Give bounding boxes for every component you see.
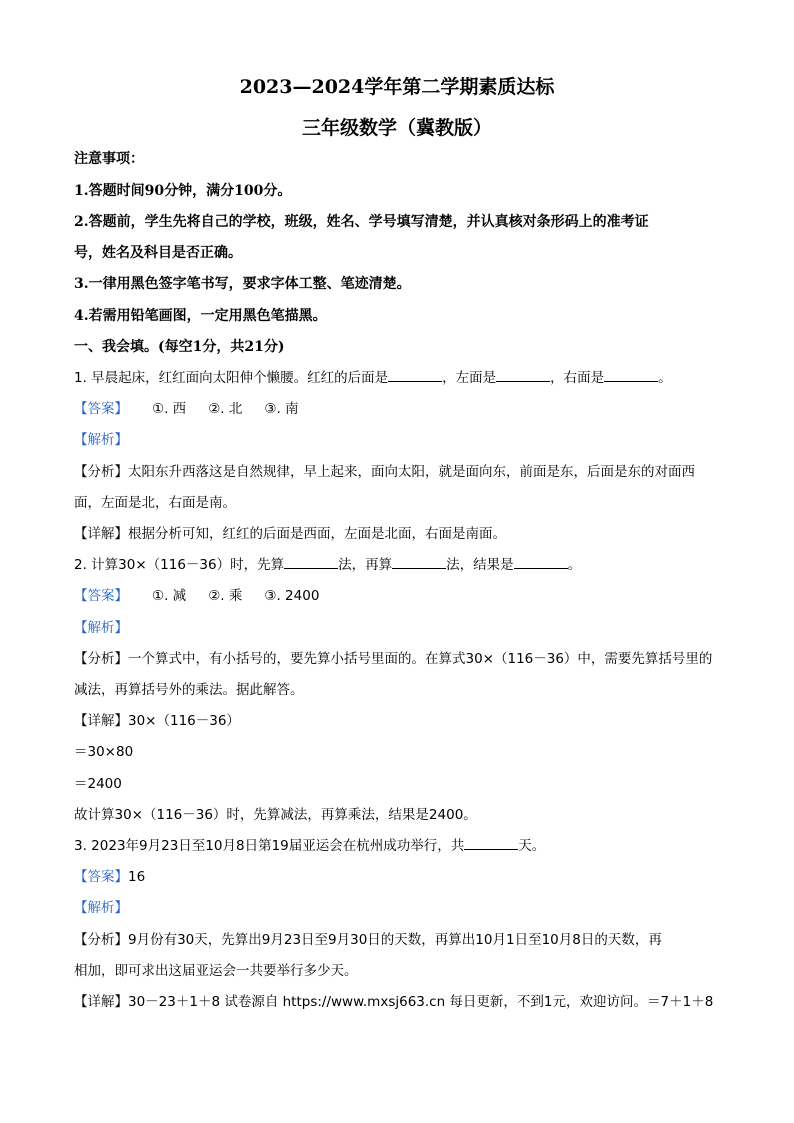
notes-heading: 注意事项：	[74, 151, 144, 167]
analysis-label: 【分析】	[74, 932, 128, 948]
question-1-analysis-line-1	[74, 462, 734, 482]
section-1-heading: 一、我会填。(每空1分，共21分)	[74, 339, 285, 355]
note-2-line-1: 2.答题前，学生先将自己的学校，班级，姓名、学号填写清楚，并认真核对条形码上的准考证	[74, 214, 649, 230]
exam-subtitle: 三年级数学（冀教版）	[301, 117, 492, 139]
answer-blank	[514, 555, 568, 569]
analysis-text: 9月份有30天，先算出9月23日至9月30日的天数，再算出10月1日至10月8日的天数，再	[128, 932, 662, 948]
question-2-detail	[74, 711, 734, 731]
question-2-text-d: 。	[567, 557, 582, 573]
analysis-heading: 【解析】	[74, 432, 128, 448]
question-2-detail-step-3: ＝2400	[74, 776, 122, 792]
answer-blank	[392, 555, 446, 569]
answer-label: 【答案】	[74, 401, 128, 417]
analysis-heading: 【解析】	[74, 900, 128, 916]
answer-item: ②. 乘	[208, 588, 243, 604]
question-1-text-b: ，左面是	[442, 370, 497, 386]
question-2-analysis-line-2: 减法，再算括号外的乘法。据此解答。	[74, 682, 304, 698]
exam-title: 2023—2024学年第二学期素质达标	[239, 76, 555, 98]
detail-label: 【详解】	[74, 526, 128, 542]
detail-label: 【详解】	[74, 994, 128, 1010]
detail-text: 30－23＋1＋8 试卷源自 https://www.mxsj663.cn 每日更新，不到1元，欢迎访问。＝7＋1＋8	[128, 994, 714, 1010]
question-1-text-c: ，右面是	[550, 370, 605, 386]
analysis-text: 太阳东升西落这是自然规律，早上起来，面向太阳，就是面向东，前面是东，后面是东的对面西	[128, 464, 695, 480]
answer-item: ①. 减	[152, 588, 187, 604]
answer-label: 【答案】	[74, 588, 128, 604]
question-3-analysis-line-2: 相加，即可求出这届亚运会一共要举行多少天。	[74, 963, 358, 979]
answer-blank	[464, 836, 518, 850]
answer-item: ③. 南	[264, 401, 299, 417]
question-1	[74, 368, 734, 388]
detail-text: 根据分析可知，红红的后面是西面，左面是北面，右面是南面。	[128, 526, 506, 542]
question-1-analysis-line-2: 面，左面是北，右面是南。	[74, 495, 236, 511]
question-1-text-a: 1. 早晨起床，红红面向太阳伸个懒腰。红红的后面是	[74, 370, 389, 386]
question-2-text-c: 法，结果是	[446, 557, 514, 573]
note-3: 3.一律用黑色签字笔书写，要求字体工整、笔迹清楚。	[74, 276, 411, 292]
question-2-conclusion: 故计算30×（116－36）时，先算减法，再算乘法，结果是2400。	[74, 807, 477, 823]
analysis-label: 【分析】	[74, 651, 128, 667]
analysis-label: 【分析】	[74, 464, 128, 480]
analysis-heading: 【解析】	[74, 620, 128, 636]
answer-blank	[388, 368, 442, 382]
answer-item: ②. 北	[208, 401, 243, 417]
answer-item: 16	[128, 869, 146, 885]
answer-label: 【答案】	[74, 869, 128, 885]
question-3	[74, 836, 734, 856]
question-3-detail	[74, 992, 734, 1012]
answer-blank	[284, 555, 338, 569]
question-2-text-b: 法，再算	[338, 557, 393, 573]
note-4: 4.若需用铅笔画图，一定用黑色笔描黑。	[74, 308, 327, 324]
question-2-text-a: 2. 计算30×（116－36）时，先算	[74, 557, 285, 573]
analysis-text: 一个算式中，有小括号的，要先算小括号里面的。在算式30×（116－36）中，需要先算括号里的	[128, 651, 713, 667]
question-1-answer	[74, 399, 734, 419]
detail-label: 【详解】	[74, 713, 128, 729]
question-2-answer	[74, 586, 734, 606]
question-3-text-b: 天。	[518, 838, 546, 854]
question-3-analysis-line-1	[74, 930, 734, 950]
detail-text: 30×（116－36）	[128, 713, 240, 729]
question-2-detail-step-2: ＝30×80	[74, 744, 134, 760]
answer-blank	[604, 368, 658, 382]
answer-blank	[496, 368, 550, 382]
question-2	[74, 555, 734, 575]
answer-item: ③. 2400	[264, 588, 320, 604]
question-1-detail	[74, 524, 734, 544]
note-1: 1.答题时间90分钟，满分100分。	[74, 183, 292, 199]
note-2-line-2: 号，姓名及科目是否正确。	[74, 245, 242, 261]
question-3-text-a: 3. 2023年9月23日至10月8日第19届亚运会在杭州成功举行，共	[74, 838, 465, 854]
answer-item: ①. 西	[152, 401, 187, 417]
question-2-analysis-line-1	[74, 649, 734, 669]
question-3-answer	[74, 867, 734, 887]
question-1-text-d: 。	[658, 370, 672, 386]
